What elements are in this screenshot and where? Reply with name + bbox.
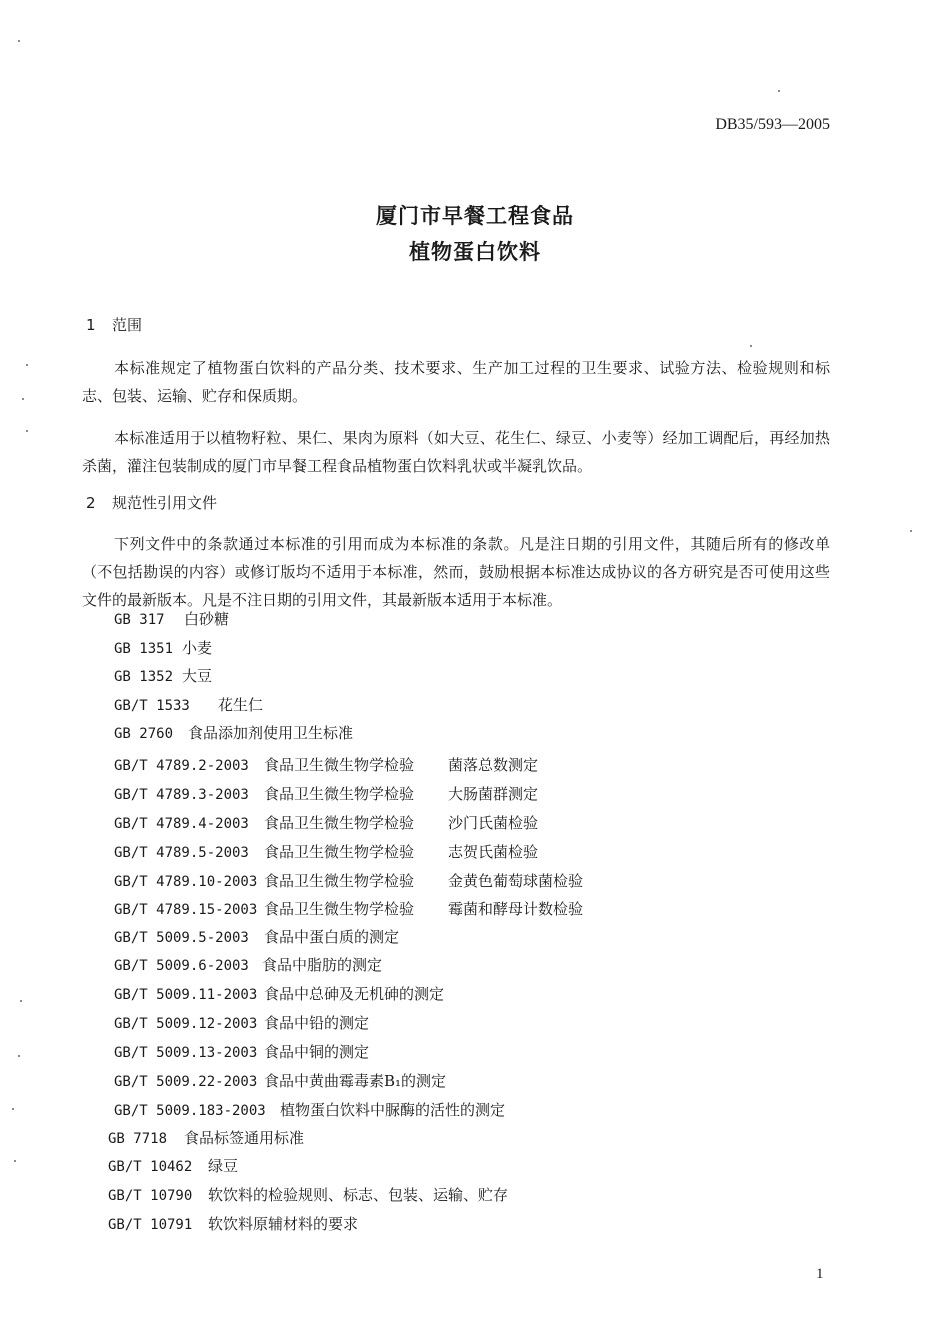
- reference-item: [114, 898, 584, 919]
- reference-item: [108, 1127, 304, 1148]
- reference-item: [114, 783, 539, 804]
- reference-code: GB/T 4789.10-2003: [114, 874, 258, 890]
- reference-code: GB 317: [114, 612, 165, 628]
- reference-name: 食品卫生微生物学检验: [264, 843, 415, 861]
- reference-item: [108, 1155, 238, 1176]
- reference-code: GB/T 5009.22-2003: [114, 1074, 258, 1090]
- reference-name: 食品中蛋白质的测定: [264, 928, 400, 946]
- scan-speck: [750, 345, 752, 347]
- reference-name: 花生仁: [218, 696, 264, 714]
- reference-code: GB 1352: [114, 669, 174, 685]
- reference-code: GB 7718: [108, 1131, 168, 1147]
- section-heading-scope: [86, 314, 142, 335]
- reference-item: [114, 841, 539, 862]
- reference-item: [114, 954, 382, 975]
- reference-item: [114, 1070, 446, 1091]
- scan-speck: [14, 1160, 16, 1162]
- section-number: 1: [86, 316, 96, 334]
- reference-item: [114, 1012, 369, 1033]
- document-subtitle: 植物蛋白饮料: [409, 240, 541, 264]
- reference-name: 食品卫生微生物学检验: [264, 900, 415, 918]
- reference-item: [114, 812, 539, 833]
- document-title: 厦门市早餐工程食品: [376, 204, 574, 228]
- reference-name: 食品中黄曲霉毒素B₁的测定: [264, 1072, 447, 1090]
- reference-name: 白砂糖: [184, 610, 230, 628]
- scan-speck: [26, 430, 28, 432]
- reference-code: GB/T 5009.5-2003: [114, 930, 249, 946]
- reference-code: GB/T 5009.11-2003: [114, 987, 258, 1003]
- reference-subname: 大肠菌群测定: [448, 785, 539, 803]
- scan-speck: [20, 1000, 22, 1002]
- reference-name: 食品中铅的测定: [264, 1014, 370, 1032]
- reference-subname: 沙门氏菌检验: [448, 814, 539, 832]
- scan-speck: [18, 40, 20, 42]
- scan-speck: [910, 530, 912, 532]
- reference-code: GB/T 5009.13-2003: [114, 1045, 258, 1061]
- reference-item: [114, 722, 353, 743]
- reference-item: [114, 665, 212, 686]
- reference-name: 软饮料原辅材料的要求: [208, 1215, 359, 1233]
- reference-subname: 霉菌和酵母计数检验: [448, 900, 584, 918]
- reference-name: 小麦: [182, 639, 213, 657]
- reference-name: 食品卫生微生物学检验: [264, 756, 415, 774]
- reference-name: 植物蛋白饮料中脲酶的活性的测定: [280, 1101, 506, 1119]
- reference-item: [114, 870, 584, 891]
- paragraph: 下列文件中的条款通过本标准的引用而成为本标准的条款。凡是注日期的引用文件，其随后所有的修改单（不包括勘误的内容）或修订版均不适用于本标准，然而，鼓励根据本标准达成协议的各方研究是否可使用这些文件的最新版本。凡是不注日期的引用文件，其最新版本适用于本标准。: [82, 535, 830, 609]
- section-number: 2: [86, 494, 96, 512]
- reference-item: [114, 926, 399, 947]
- reference-code: GB/T 4789.3-2003: [114, 787, 249, 803]
- scan-speck: [12, 1108, 14, 1110]
- scan-speck: [18, 1055, 20, 1057]
- reference-name: 软饮料的检验规则、标志、包装、运输、贮存: [208, 1186, 509, 1204]
- reference-item: [108, 1213, 358, 1234]
- reference-item: [114, 608, 229, 629]
- reference-item: [114, 1041, 369, 1062]
- scan-speck: [26, 364, 28, 366]
- paragraph: 本标准适用于以植物籽粒、果仁、果肉为原料（如大豆、花生仁、绿豆、小麦等）经加工调配后，再经加热杀菌，灌注包装制成的厦门市早餐工程食品植物蛋白饮料乳状或半凝乳饮品。: [82, 429, 830, 475]
- scan-speck: [778, 90, 780, 92]
- reference-name: 食品卫生微生物学检验: [264, 814, 415, 832]
- page-number: 1: [816, 1266, 824, 1282]
- reference-code: GB 2760: [114, 726, 174, 742]
- reference-code: GB/T 5009.183-2003: [114, 1103, 266, 1119]
- reference-item: [108, 1184, 508, 1205]
- reference-name: 食品中铜的测定: [264, 1043, 370, 1061]
- reference-name: 食品中脂肪的测定: [262, 956, 383, 974]
- reference-subname: 金黄色葡萄球菌检验: [448, 872, 584, 890]
- section-title: 规范性引用文件: [112, 494, 218, 512]
- standard-code: DB35/593—2005: [715, 116, 830, 133]
- reference-code: GB/T 4789.2-2003: [114, 758, 249, 774]
- reference-name: 食品标签通用标准: [184, 1129, 305, 1147]
- reference-item: [114, 694, 263, 715]
- reference-name: 食品添加剂使用卫生标准: [188, 724, 354, 742]
- reference-name: 大豆: [182, 667, 213, 685]
- reference-code: GB/T 4789.4-2003: [114, 816, 249, 832]
- reference-item: [114, 983, 444, 1004]
- reference-code: GB/T 4789.5-2003: [114, 845, 249, 861]
- reference-name: 食品卫生微生物学检验: [264, 872, 415, 890]
- reference-code: GB/T 10462: [108, 1159, 193, 1175]
- reference-name: 食品卫生微生物学检验: [264, 785, 415, 803]
- reference-item: [114, 754, 539, 775]
- reference-code: GB/T 10791: [108, 1217, 193, 1233]
- section-title: 范围: [112, 316, 143, 334]
- reference-subname: 菌落总数测定: [448, 756, 539, 774]
- reference-code: GB/T 1533: [114, 698, 190, 714]
- reference-code: GB/T 10790: [108, 1188, 193, 1204]
- paragraph: 本标准规定了植物蛋白饮料的产品分类、技术要求、生产加工过程的卫生要求、试验方法、检验规则和标志、包装、运输、贮存和保质期。: [82, 359, 830, 405]
- reference-code: GB 1351: [114, 641, 174, 657]
- reference-name: 食品中总砷及无机砷的测定: [264, 985, 445, 1003]
- reference-code: GB/T 5009.6-2003: [114, 958, 249, 974]
- section-heading-references: [86, 492, 217, 513]
- reference-subname: 志贺氏菌检验: [448, 843, 539, 861]
- reference-item: [114, 637, 212, 658]
- reference-code: GB/T 5009.12-2003: [114, 1016, 258, 1032]
- scan-speck: [22, 398, 24, 400]
- reference-code: GB/T 4789.15-2003: [114, 902, 258, 918]
- reference-item: [114, 1099, 505, 1120]
- reference-name: 绿豆: [208, 1157, 239, 1175]
